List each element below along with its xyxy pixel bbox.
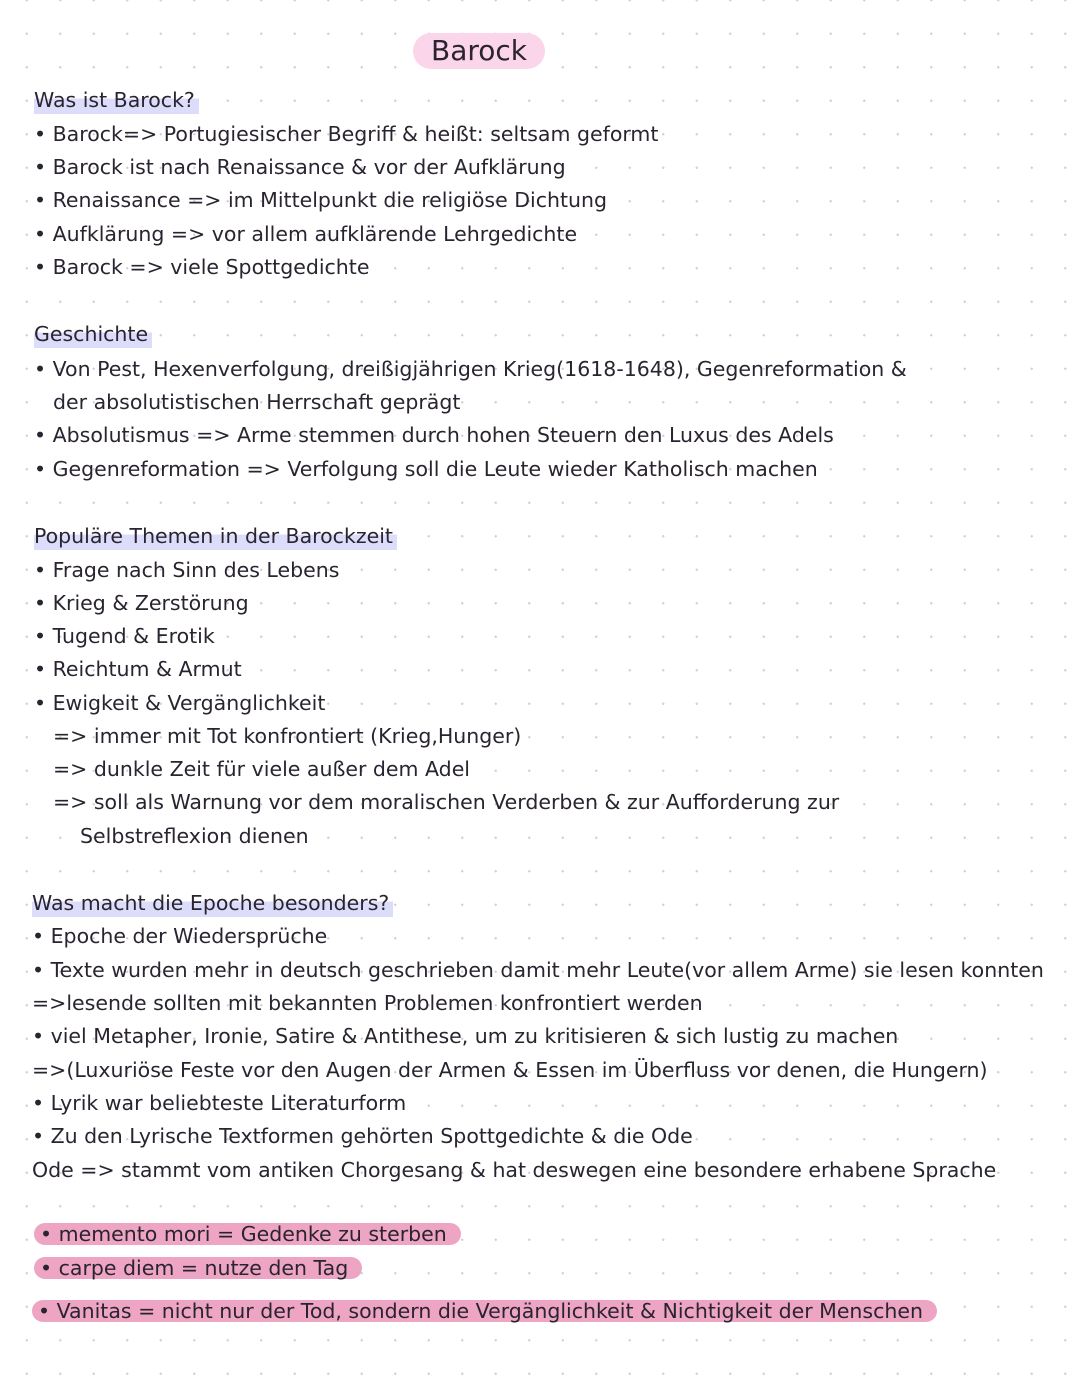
list-item: • Frage nach Sinn des Lebens <box>34 558 340 582</box>
section-heading: Geschichte <box>34 320 152 348</box>
list-item: • Reichtum & Armut <box>34 657 242 681</box>
list-item: => dunkle Zeit für viele außer dem Adel <box>53 757 471 781</box>
list-item: • Barock => viele Spottgedichte <box>34 255 370 279</box>
list-item: =>lesende sollten mit bekannten Problemen konfrontiert werden <box>32 991 703 1015</box>
list-item: • Epoche der Wiedersprüche <box>32 924 328 948</box>
page-title: Barock <box>413 33 545 69</box>
list-item: • Von Pest, Hexenverfolgung, dreißigjährigen Krieg(1618-1648), Gegenreformation & <box>34 357 907 381</box>
list-item: • Zu den Lyrische Textformen gehörten Spottgedichte & die Ode <box>32 1124 693 1148</box>
section-heading: Was ist Barock? <box>34 86 199 114</box>
list-item: • Absolutismus => Arme stemmen durch hohen Steuern den Luxus des Adels <box>34 423 834 447</box>
list-item: • Gegenreformation => Verfolgung soll die Leute wieder Katholisch machen <box>34 457 818 481</box>
list-item: • Barock=> Portugiesischer Begriff & heißt: seltsam geformt <box>34 122 659 146</box>
list-item: • Ewigkeit & Vergänglichkeit <box>34 691 326 715</box>
list-item: => immer mit Tot konfrontiert (Krieg,Hunger) <box>53 724 522 748</box>
list-item: • Tugend & Erotik <box>34 624 215 648</box>
term-vanitas: • Vanitas = nicht nur der Tod, sondern die Vergänglichkeit & Nichtigkeit der Menschen <box>32 1300 937 1322</box>
section-heading: Was macht die Epoche besonders? <box>32 889 393 917</box>
list-item: • Krieg & Zerstörung <box>34 591 249 615</box>
list-item: =>(Luxuriöse Feste vor den Augen der Armen & Essen im Überfluss vor denen, die Hungern) <box>32 1058 988 1082</box>
list-item: Selbstreflexion dienen <box>80 824 309 848</box>
list-item: • Barock ist nach Renaissance & vor der Aufklärung <box>34 155 566 179</box>
list-item: • Renaissance => im Mittelpunkt die religiöse Dichtung <box>34 188 608 212</box>
list-item: der absolutistischen Herrschaft geprägt <box>53 390 461 414</box>
list-item: • viel Metapher, Ironie, Satire & Antithese, um zu kritisieren & sich lustig zu machen <box>32 1024 899 1048</box>
term-memento-mori: • memento mori = Gedenke zu sterben <box>34 1223 461 1245</box>
list-item: • Lyrik war beliebteste Literaturform <box>32 1091 407 1115</box>
list-item: • Aufklärung => vor allem aufklärende Lehrgedichte <box>34 222 578 246</box>
list-item: => soll als Warnung vor dem moralischen Verderben & zur Aufforderung zur <box>53 790 840 814</box>
section-heading: Populäre Themen in der Barockzeit <box>34 522 397 550</box>
list-item: • Texte wurden mehr in deutsch geschrieben damit mehr Leute(vor allem Arme) sie lesen konnten <box>32 958 1044 982</box>
list-item: Ode => stammt vom antiken Chorgesang & hat deswegen eine besondere erhabene Sprache <box>32 1158 997 1182</box>
term-carpe-diem: • carpe diem = nutze den Tag <box>34 1257 362 1279</box>
